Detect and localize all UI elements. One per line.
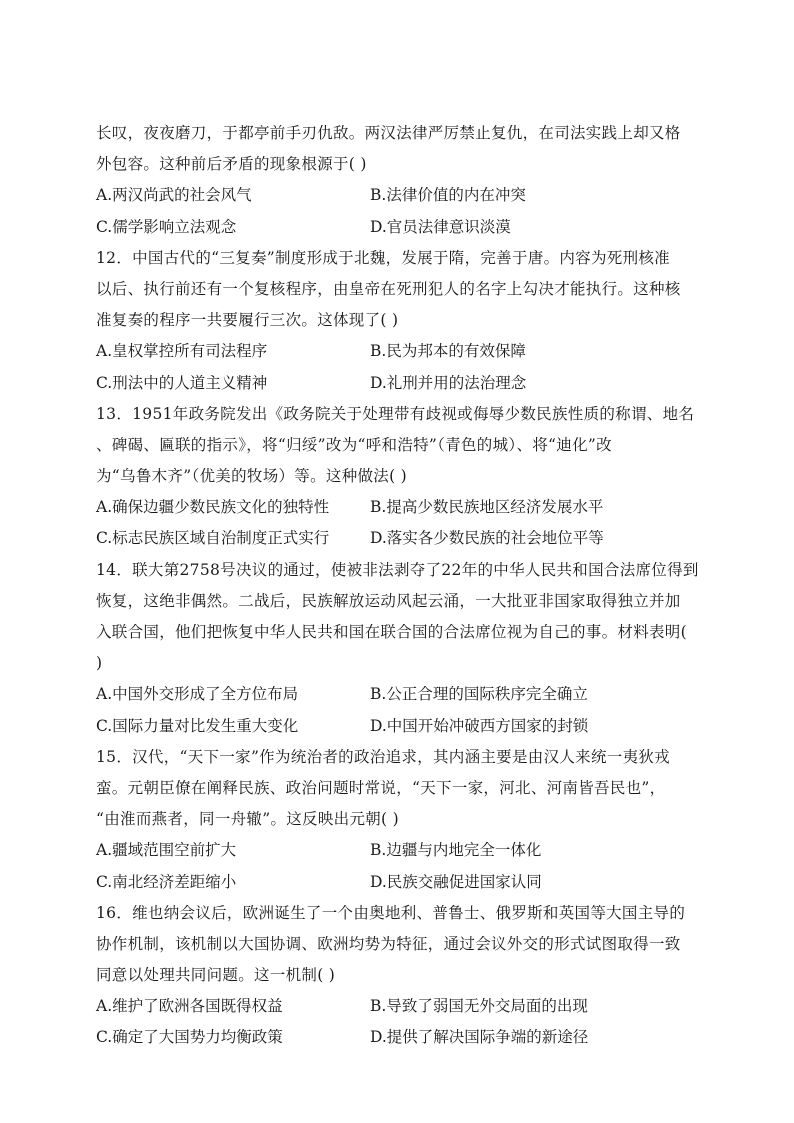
option-b[interactable]: B.边疆与内地完全一体化 bbox=[370, 841, 542, 860]
question-11 bbox=[96, 118, 702, 243]
option-a[interactable]: A.维护了欧洲各国既得权益 bbox=[96, 997, 283, 1016]
option-row bbox=[96, 336, 702, 367]
question-text-line: 准复奏的程序一共要履行三次。这体现了( ) bbox=[96, 311, 399, 330]
question-text-line: 蛮。元朝臣僚在阐释民族、政治问题时常说，“天下一家，河北、河南皆吾民也”， bbox=[96, 778, 666, 797]
option-c[interactable]: C.标志民族区域自治制度正式实行 bbox=[96, 529, 330, 548]
option-row bbox=[96, 523, 702, 554]
question-text-line: 16．维也纳会议后，欧洲诞生了一个由奥地利、普鲁士、俄罗斯和英国等大国主导的 bbox=[96, 903, 686, 922]
option-a[interactable]: A.中国外交形成了全方位布局 bbox=[96, 685, 299, 704]
option-a[interactable]: A.疆域范围空前扩大 bbox=[96, 841, 237, 860]
question-text-line: 同意以处理共同问题。这一机制( ) bbox=[96, 966, 336, 985]
option-row bbox=[96, 679, 702, 710]
option-b[interactable]: B.法律价值的内在冲突 bbox=[370, 186, 526, 205]
question-text-line: 外包容。这种前后矛盾的现象根源于( ) bbox=[96, 155, 367, 174]
option-b[interactable]: B.公正合理的国际秩序完全确立 bbox=[370, 685, 588, 704]
question-text-line: 以后、执行前还有一个复核程序，由皇帝在死刑犯人的名字上勾决才能执行。这种核 bbox=[96, 279, 681, 298]
option-row bbox=[96, 991, 702, 1022]
option-row bbox=[96, 867, 702, 898]
question-text-line: 13．1951年政务院发出《政务院关于处理带有歧视或侮辱少数民族性质的称谓、地名 bbox=[96, 404, 695, 423]
option-a[interactable]: A.确保边疆少数民族文化的独特性 bbox=[96, 498, 330, 517]
question-14 bbox=[96, 555, 702, 742]
question-13 bbox=[96, 399, 702, 555]
question-text-line: 14．联大第2758号决议的通过，使被非法剥夺了22年的中华人民共和国合法席位得到 bbox=[96, 560, 699, 579]
option-row bbox=[96, 180, 702, 211]
option-b[interactable]: B.导致了弱国无外交局面的出现 bbox=[370, 997, 588, 1016]
question-text-line: 15．汉代，“天下一家”作为统治者的政治追求，其内涵主要是由汉人来统一夷狄戎 bbox=[96, 747, 670, 766]
option-d[interactable]: D.民族交融促进国家认同 bbox=[370, 872, 542, 891]
option-row bbox=[96, 835, 702, 866]
option-row bbox=[96, 711, 702, 742]
question-text-line: 12．中国古代的“三复奏”制度形成于北魏，发展于隋，完善于唐。内容为死刑核准 bbox=[96, 248, 670, 267]
option-row bbox=[96, 1022, 702, 1053]
option-row bbox=[96, 212, 702, 243]
question-text-line: 、碑碣、匾联的指示》，将“归绥”改为“呼和浩特”（青色的城）、将“迪化”改 bbox=[96, 435, 612, 454]
question-text-line: 长叹，夜夜磨刀，于都亭前手刃仇敌。两汉法律严厉禁止复仇，在司法实践上却又格 bbox=[96, 124, 681, 142]
option-d[interactable]: D.落实各少数民族的社会地位平等 bbox=[370, 529, 604, 548]
option-row bbox=[96, 368, 702, 399]
option-d[interactable]: D.官员法律意识淡漠 bbox=[370, 217, 511, 236]
question-text-line: ) bbox=[96, 654, 103, 673]
question-12 bbox=[96, 243, 702, 399]
option-d[interactable]: D.中国开始冲破西方国家的封锁 bbox=[370, 716, 589, 735]
option-c[interactable]: C.确定了大国势力均衡政策 bbox=[96, 1028, 283, 1047]
question-16 bbox=[96, 898, 702, 1054]
option-c[interactable]: C.儒学影响立法观念 bbox=[96, 217, 237, 236]
option-c[interactable]: C.国际力量对比发生重大变化 bbox=[96, 716, 299, 735]
option-b[interactable]: B.民为邦本的有效保障 bbox=[370, 342, 526, 361]
option-d[interactable]: D.提供了解决国际争端的新途径 bbox=[370, 1028, 589, 1047]
option-a[interactable]: A.皇权掌控所有司法程序 bbox=[96, 342, 268, 361]
option-a[interactable]: A.两汉尚武的社会风气 bbox=[96, 186, 252, 205]
question-text-line: 协作机制，该机制以大国协调、欧洲均势为特征，通过会议外交的形式试图取得一致 bbox=[96, 934, 681, 953]
option-row bbox=[96, 492, 702, 523]
option-b[interactable]: B.提高少数民族地区经济发展水平 bbox=[370, 498, 604, 517]
option-c[interactable]: C.刑法中的人道主义精神 bbox=[96, 373, 268, 392]
option-c[interactable]: C.南北经济差距缩小 bbox=[96, 872, 237, 891]
question-text-line: 入联合国，他们把恢复中华人民共和国在联合国的合法席位视为自己的事。材料表明( bbox=[96, 623, 687, 641]
question-text-line: “由淮而燕者，同一舟辙”。这反映出元朝( ) bbox=[96, 810, 399, 829]
exam-page bbox=[96, 118, 702, 1054]
option-d[interactable]: D.礼刑并用的法治理念 bbox=[370, 373, 527, 392]
question-text-line: 恢复，这绝非偶然。二战后，民族解放运动风起云涌，一大批亚非国家取得独立并加 bbox=[96, 591, 681, 610]
question-text-line: 为“乌鲁木齐”（优美的牧场）等。这种做法( ) bbox=[96, 467, 408, 486]
question-15 bbox=[96, 742, 702, 898]
